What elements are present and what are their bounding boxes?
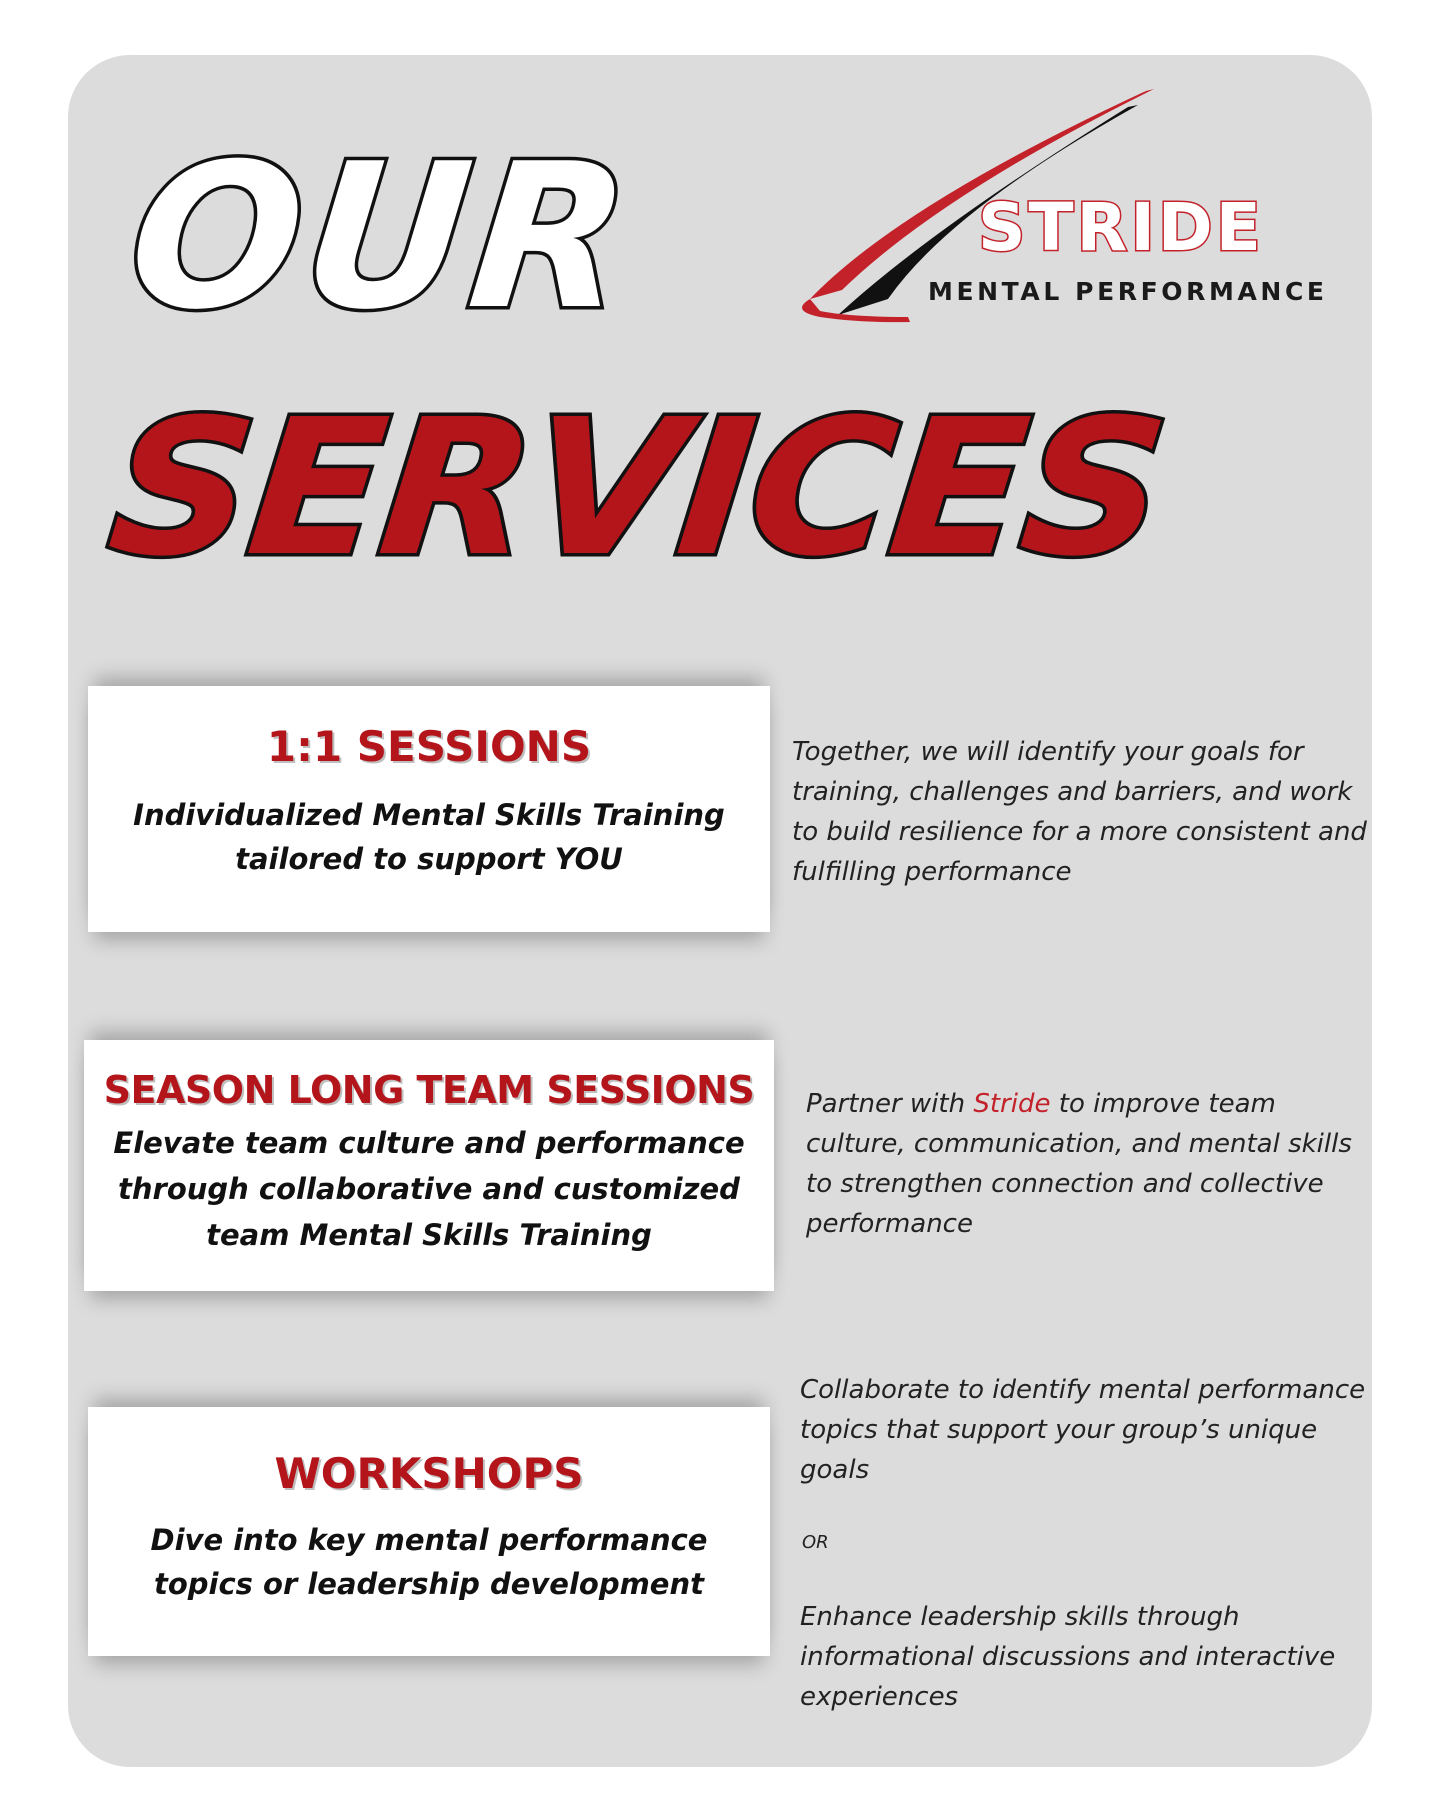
- service-card-workshops: [88, 1407, 770, 1656]
- subtitle-line: team Mental Skills Training: [206, 1218, 652, 1252]
- subtitle-line: Individualized Mental Skills Training: [133, 798, 725, 832]
- subtitle-line: Elevate team culture and performance: [113, 1126, 745, 1160]
- heading-services: SERVICES: [100, 379, 1174, 598]
- service-title: WORKSHOPS: [274, 1449, 584, 1498]
- service-title: 1:1 SESSIONS: [266, 722, 592, 771]
- service-subtitle: [88, 793, 770, 881]
- subtitle-line: through collaborative and customized: [118, 1172, 740, 1206]
- logo-tagline: MENTAL PERFORMANCE: [928, 277, 1328, 306]
- or-separator: OR: [802, 1532, 829, 1553]
- service-card-season-long-team: [84, 1040, 774, 1291]
- subtitle-line: tailored to support YOU: [235, 842, 623, 876]
- service-description-workshops-leadership: Enhance leadership skills through informational discussions and interactive experiences: [800, 1602, 1336, 1712]
- subtitle-line: topics or leadership development: [154, 1567, 704, 1601]
- description-text: Partner with: [806, 1089, 974, 1119]
- stride-logo: [750, 85, 1328, 340]
- service-card-1-1-sessions: [88, 686, 770, 932]
- service-subtitle: [84, 1120, 774, 1258]
- service-description-workshops-topics: Collaborate to identify mental performance topics that support your group’s unique goals: [800, 1375, 1366, 1485]
- description-text: to improve team culture, communication, and mental skills to strengthen connection and collective performance: [806, 1089, 1352, 1239]
- service-description-1-1-sessions: Together, we will identify your goals for training, challenges and barriers, and work to build resilience for a more consistent and fulfilling performance: [792, 737, 1367, 887]
- service-title: SEASON LONG TEAM SESSIONS: [103, 1068, 755, 1112]
- service-subtitle: [88, 1518, 770, 1606]
- logo-wordmark: STRIDE: [978, 189, 1264, 266]
- subtitle-line: Dive into key mental performance: [150, 1523, 708, 1557]
- brand-mention: Stride: [973, 1089, 1051, 1119]
- heading-our: OUR: [119, 121, 643, 354]
- service-description-season-long-team: [806, 1084, 1366, 1244]
